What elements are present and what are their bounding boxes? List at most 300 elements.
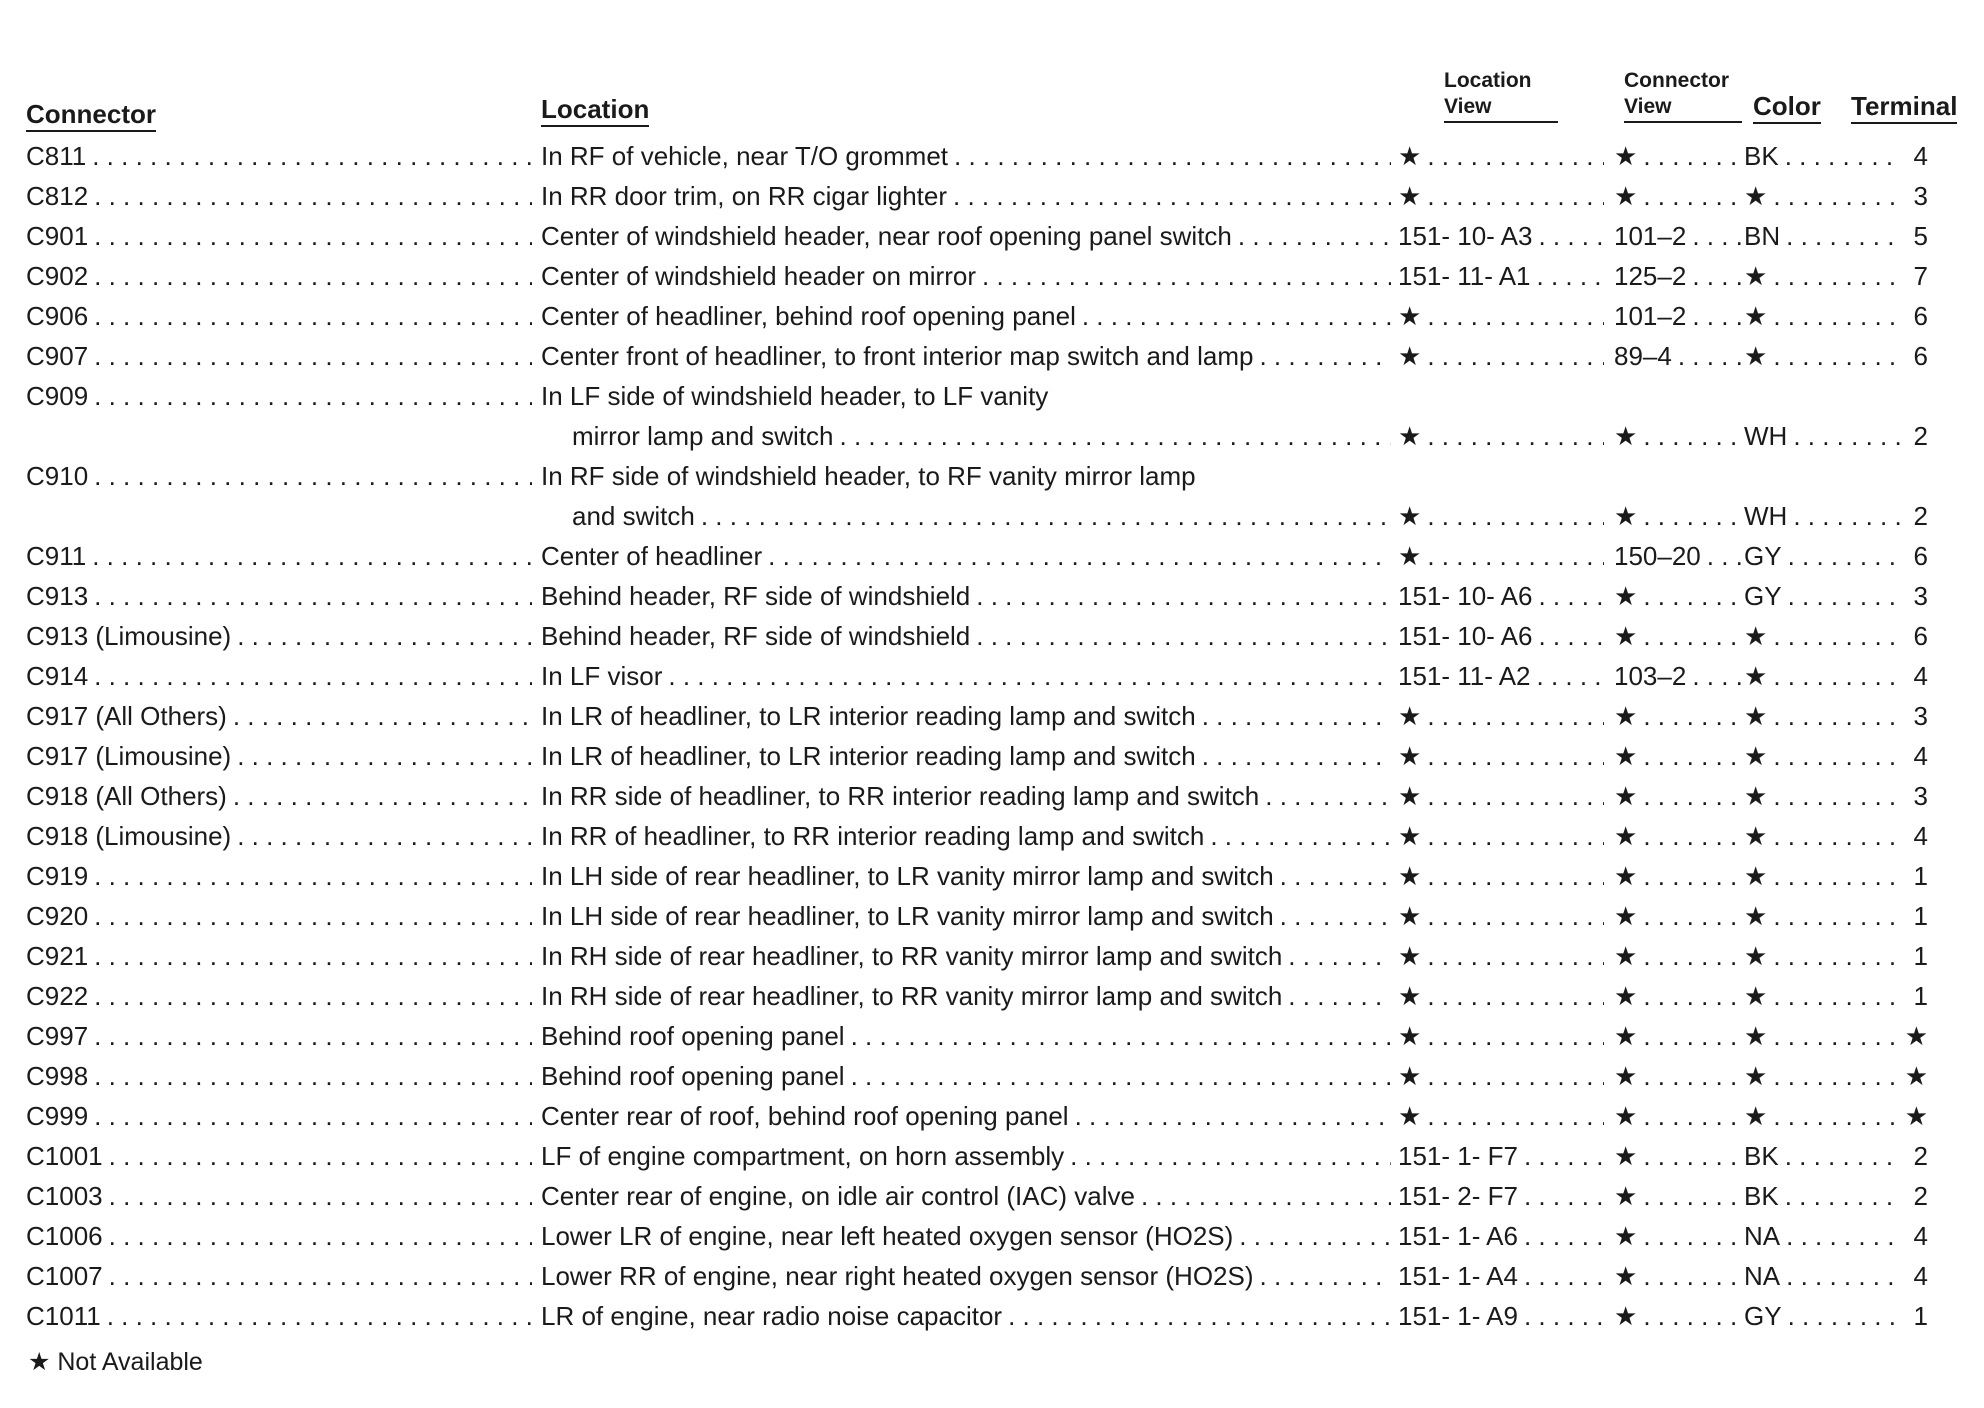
dot-leader: [92, 536, 532, 576]
terminal-cell-text: 4: [1913, 661, 1928, 691]
color-cell-text: NA: [1744, 1261, 1781, 1291]
connector-cell: [26, 1056, 538, 1096]
dot-leader: [1239, 1216, 1391, 1256]
terminal-cell: [1888, 1136, 1928, 1176]
connector-cell: [26, 216, 538, 256]
dot-leader: [1427, 1016, 1604, 1056]
dot-leader: [1427, 136, 1604, 176]
dot-leader: [1427, 736, 1604, 776]
location-cell: [541, 296, 1397, 336]
connector-cell-text: C920: [26, 901, 89, 931]
location-cell-text: Behind roof opening panel: [541, 1021, 845, 1051]
color-cell: [1744, 1136, 1900, 1176]
connector-view-cell: [1614, 736, 1744, 776]
dot-leader: [1773, 1056, 1900, 1096]
terminal-cell-text: 6: [1913, 541, 1928, 571]
location-cell-text: LF of engine compartment, on horn assembly: [541, 1141, 1065, 1171]
dot-leader: [1524, 1176, 1604, 1216]
dot-leader: [94, 576, 532, 616]
location-cell: [541, 1256, 1397, 1296]
location-view-cell-text: 151- 10- A3: [1398, 221, 1533, 251]
color-cell: [1744, 296, 1900, 336]
color-cell-text: ★: [1744, 981, 1768, 1011]
location-view-cell: [1398, 536, 1604, 576]
connector-cell: [26, 616, 538, 656]
color-cell: [1744, 1056, 1900, 1096]
connector-view-cell-text: ★: [1614, 141, 1638, 171]
location-view-cell: [1398, 976, 1604, 1016]
location-cell-text: In LF side of windshield header, to LF vanity: [541, 381, 1049, 411]
dot-leader: [1643, 416, 1744, 456]
dot-leader: [1643, 816, 1744, 856]
connector-view-cell-text: ★: [1614, 1021, 1638, 1051]
color-cell: [1744, 1096, 1900, 1136]
color-cell: [1744, 136, 1900, 176]
color-cell-text: ★: [1744, 261, 1768, 291]
table-row: [0, 616, 1984, 656]
terminal-cell-text: 3: [1913, 701, 1928, 731]
terminal-cell: [1888, 416, 1928, 456]
dot-leader: [1773, 176, 1900, 216]
dot-leader: [94, 656, 532, 696]
dot-leader: [851, 1016, 1391, 1056]
terminal-cell: [1888, 936, 1928, 976]
location-view-cell: [1398, 856, 1604, 896]
connector-cell: [26, 736, 538, 776]
dot-leader: [840, 416, 1391, 456]
connector-cell: [26, 176, 538, 216]
location-view-cell: [1398, 936, 1604, 976]
color-cell-text: BN: [1744, 221, 1781, 251]
connector-cell: [26, 976, 538, 1016]
location-cell: [541, 216, 1397, 256]
dot-leader: [1524, 1296, 1604, 1336]
location-view-cell: [1398, 296, 1604, 336]
color-cell-text: BK: [1744, 141, 1779, 171]
location-view-cell-text: ★: [1398, 1061, 1422, 1091]
dot-leader: [107, 1296, 532, 1336]
location-view-cell: [1398, 656, 1604, 696]
color-cell-text: NA: [1744, 1221, 1781, 1251]
location-view-cell: [1398, 336, 1604, 376]
dot-leader: [237, 736, 532, 776]
location-view-cell: [1398, 1056, 1604, 1096]
connector-view-cell-text: ★: [1614, 941, 1638, 971]
table-row: [0, 296, 1984, 336]
location-view-cell-text: 151- 2- F7: [1398, 1181, 1518, 1211]
dot-leader: [1070, 1136, 1391, 1176]
color-cell: [1744, 856, 1900, 896]
location-cell: [541, 976, 1397, 1016]
terminal-cell: [1888, 296, 1928, 336]
dot-leader: [1538, 576, 1604, 616]
dot-leader: [94, 1096, 532, 1136]
color-cell-text: ★: [1744, 861, 1768, 891]
location-view-cell: [1398, 1216, 1604, 1256]
location-view-cell: [1398, 1256, 1604, 1296]
dot-leader: [701, 496, 1391, 536]
terminal-cell: [1888, 576, 1928, 616]
table-row: [0, 256, 1984, 296]
location-cell-text: In RF of vehicle, near T/O grommet: [541, 141, 948, 171]
table-row: [0, 376, 1984, 416]
connector-cell: [26, 296, 538, 336]
terminal-cell-text: ★: [1904, 1101, 1928, 1131]
connector-view-cell-text: ★: [1614, 981, 1638, 1011]
connector-view-cell-text: ★: [1614, 581, 1638, 611]
location-view-cell-text: ★: [1398, 141, 1422, 171]
terminal-cell: [1888, 776, 1928, 816]
table-row: [0, 576, 1984, 616]
connector-view-cell: [1614, 896, 1744, 936]
location-cell: [541, 896, 1397, 936]
dot-leader: [1788, 536, 1900, 576]
location-cell-text: In LH side of rear headliner, to LR vanity mirror lamp and switch: [541, 861, 1274, 891]
terminal-cell-text: 4: [1913, 821, 1928, 851]
header-location: Location: [541, 94, 649, 127]
table-row: [0, 536, 1984, 576]
location-cell-text: Center rear of engine, on idle air control (IAC) valve: [541, 1181, 1135, 1211]
location-cell: [541, 936, 1397, 976]
location-cell: [541, 176, 1397, 216]
connector-cell-text: C918 (Limousine): [26, 821, 232, 851]
dot-leader: [1773, 896, 1900, 936]
dot-leader: [1427, 176, 1604, 216]
color-cell-text: ★: [1744, 901, 1768, 931]
dot-leader: [94, 896, 532, 936]
terminal-cell: [1888, 496, 1928, 536]
connector-cell: [26, 896, 538, 936]
connector-cell-text: C914: [26, 661, 89, 691]
location-cell-text: In LF visor: [541, 661, 663, 691]
connector-cell-text: C999: [26, 1101, 89, 1131]
dot-leader: [109, 1176, 532, 1216]
table-row: [0, 1016, 1984, 1056]
location-view-cell-text: 151- 11- A1: [1398, 261, 1531, 291]
dot-leader: [976, 576, 1391, 616]
location-view-cell-text: ★: [1398, 821, 1422, 851]
dot-leader: [1692, 296, 1744, 336]
dot-leader: [1643, 136, 1744, 176]
location-cell-continuation: [572, 496, 1397, 536]
location-view-cell: [1398, 1176, 1604, 1216]
location-view-cell: [1398, 176, 1604, 216]
terminal-cell-text: 1: [1913, 1301, 1928, 1331]
location-cell: [541, 1216, 1397, 1256]
location-cell-text: In LR of headliner, to LR interior reading lamp and switch: [541, 741, 1196, 771]
location-view-cell: [1398, 496, 1604, 536]
connector-view-cell-text: ★: [1614, 621, 1638, 651]
connector-view-cell-text: 125–2: [1614, 261, 1687, 291]
dot-leader: [1427, 976, 1604, 1016]
connector-view-cell: [1614, 336, 1744, 376]
connector-view-cell-text: ★: [1614, 1181, 1638, 1211]
dot-leader: [1643, 1136, 1744, 1176]
color-cell: [1744, 736, 1900, 776]
dot-leader: [1773, 296, 1900, 336]
color-cell: [1744, 536, 1900, 576]
terminal-cell-text: 7: [1913, 261, 1928, 291]
location-cell-text: Center of windshield header, near roof opening panel switch: [541, 221, 1232, 251]
color-cell: [1744, 776, 1900, 816]
dot-leader: [851, 1056, 1391, 1096]
terminal-cell: [1888, 216, 1928, 256]
terminal-cell-text: 4: [1913, 1261, 1928, 1291]
terminal-cell: [1888, 256, 1928, 296]
connector-view-cell-text: ★: [1614, 181, 1638, 211]
dot-leader: [1773, 256, 1900, 296]
color-cell: [1744, 976, 1900, 1016]
location-cell: [541, 696, 1397, 736]
dot-leader: [1238, 216, 1391, 256]
connector-view-cell: [1614, 776, 1744, 816]
connector-view-cell: [1614, 976, 1744, 1016]
connector-view-cell-text: 101–2: [1614, 301, 1687, 331]
color-cell-text: ★: [1744, 781, 1768, 811]
dot-leader: [1141, 1176, 1391, 1216]
connector-cell: [26, 256, 538, 296]
connector-cell: [26, 1016, 538, 1056]
terminal-cell: [1888, 1256, 1928, 1296]
table-row: [0, 656, 1984, 696]
dot-leader: [94, 936, 532, 976]
dot-leader: [94, 176, 532, 216]
color-cell-text: ★: [1744, 1061, 1768, 1091]
terminal-cell-text: 3: [1913, 781, 1928, 811]
dot-leader: [1265, 776, 1391, 816]
dot-leader: [1427, 896, 1604, 936]
dot-leader: [109, 1136, 532, 1176]
location-view-cell-text: ★: [1398, 701, 1422, 731]
terminal-cell: [1888, 856, 1928, 896]
color-cell-text: BK: [1744, 1181, 1779, 1211]
location-cell-continuation: [572, 416, 1397, 456]
color-cell: [1744, 1176, 1900, 1216]
header-connector-view: Connector View: [1624, 68, 1742, 123]
dot-leader: [1538, 616, 1604, 656]
color-cell: [1744, 896, 1900, 936]
color-cell: [1744, 576, 1900, 616]
color-cell: [1744, 816, 1900, 856]
location-view-cell-text: 151- 1- A4: [1398, 1261, 1518, 1291]
location-view-cell-text: ★: [1398, 301, 1422, 331]
dot-leader: [1280, 896, 1391, 936]
location-view-cell-text: ★: [1398, 1101, 1422, 1131]
dot-leader: [1788, 1296, 1900, 1336]
terminal-cell: [1888, 536, 1928, 576]
terminal-cell-text: 1: [1913, 941, 1928, 971]
connector-view-cell: [1614, 1096, 1744, 1136]
connector-cell: [26, 376, 538, 416]
connector-cell: [26, 856, 538, 896]
color-cell: [1744, 336, 1900, 376]
dot-leader: [1785, 1136, 1900, 1176]
connector-view-cell-text: ★: [1614, 1101, 1638, 1131]
terminal-cell: [1888, 696, 1928, 736]
terminal-cell-text: ★: [1904, 1061, 1928, 1091]
terminal-cell-text: 3: [1913, 181, 1928, 211]
connector-cell-text: C1003: [26, 1181, 103, 1211]
dot-leader: [1075, 1096, 1391, 1136]
dot-leader: [94, 376, 532, 416]
location-cell: [541, 776, 1397, 816]
dot-leader: [1427, 296, 1604, 336]
dot-leader: [1427, 496, 1604, 536]
connector-view-cell: [1614, 856, 1744, 896]
connector-cell-text: C1011: [26, 1301, 101, 1331]
connector-cell: [26, 456, 538, 496]
location-cell-text: Behind header, RF side of windshield: [541, 621, 971, 651]
dot-leader: [1773, 976, 1900, 1016]
location-cell: [541, 1296, 1397, 1336]
location-cell-text: Behind header, RF side of windshield: [541, 581, 971, 611]
dot-leader: [1643, 576, 1744, 616]
dot-leader: [233, 696, 532, 736]
header-connector: Connector: [26, 99, 156, 132]
color-cell-text: ★: [1744, 301, 1768, 331]
location-cell: [541, 576, 1397, 616]
dot-leader: [1427, 776, 1604, 816]
dot-leader: [1786, 1256, 1900, 1296]
color-cell-text: WH: [1744, 421, 1788, 451]
table-row: [0, 176, 1984, 216]
terminal-cell: [1888, 816, 1928, 856]
location-view-cell-text: ★: [1398, 981, 1422, 1011]
connector-view-cell: [1614, 1016, 1744, 1056]
terminal-cell-text: ★: [1904, 1021, 1928, 1051]
terminal-cell-text: 1: [1913, 981, 1928, 1011]
location-cell-text: In LR of headliner, to LR interior reading lamp and switch: [541, 701, 1196, 731]
color-cell-text: ★: [1744, 821, 1768, 851]
location-cell-text: LR of engine, near radio noise capacitor: [541, 1301, 1003, 1331]
terminal-cell: [1888, 656, 1928, 696]
location-view-cell-text: ★: [1398, 781, 1422, 811]
dot-leader: [1643, 776, 1744, 816]
color-cell: [1744, 256, 1900, 296]
location-cell-continuation-text: and switch: [572, 501, 695, 531]
connector-view-cell-text: ★: [1614, 1061, 1638, 1091]
location-view-cell-text: 151- 11- A2: [1398, 661, 1531, 691]
dot-leader: [976, 616, 1391, 656]
dot-leader: [1692, 256, 1744, 296]
table-row: [0, 896, 1984, 936]
terminal-cell-text: 2: [1913, 421, 1928, 451]
connector-view-cell-text: ★: [1614, 901, 1638, 931]
color-cell: [1744, 696, 1900, 736]
connector-view-cell-text: ★: [1614, 781, 1638, 811]
location-view-cell-text: 151- 10- A6: [1398, 621, 1533, 651]
dot-leader: [1537, 256, 1604, 296]
dot-leader: [1773, 736, 1900, 776]
connector-view-cell: [1614, 416, 1744, 456]
terminal-cell-text: 2: [1913, 501, 1928, 531]
location-cell: [541, 456, 1397, 496]
dot-leader: [94, 456, 532, 496]
color-cell-text: WH: [1744, 501, 1788, 531]
location-view-cell: [1398, 816, 1604, 856]
connector-cell-text: C998: [26, 1061, 89, 1091]
connector-view-cell: [1614, 496, 1744, 536]
dot-leader: [1773, 1016, 1900, 1056]
connector-view-cell-text: ★: [1614, 421, 1638, 451]
terminal-cell: [1888, 1176, 1928, 1216]
dot-leader: [1643, 1296, 1744, 1336]
connector-view-cell: [1614, 1176, 1744, 1216]
header-color: Color: [1753, 91, 1821, 124]
terminal-cell-text: 6: [1913, 621, 1928, 651]
dot-leader: [1202, 736, 1391, 776]
connector-cell-text: C913 (Limousine): [26, 621, 232, 651]
dot-leader: [94, 976, 532, 1016]
connector-cell-text: C917 (All Others): [26, 701, 227, 731]
table-row: [0, 1256, 1984, 1296]
connector-cell: [26, 136, 538, 176]
terminal-cell-text: 6: [1913, 341, 1928, 371]
dot-leader: [1786, 216, 1900, 256]
connector-view-cell-text: ★: [1614, 1141, 1638, 1171]
dot-leader: [953, 176, 1391, 216]
terminal-cell: [1888, 976, 1928, 1016]
connector-cell-text: C917 (Limousine): [26, 741, 232, 771]
dot-leader: [1773, 776, 1900, 816]
color-cell: [1744, 416, 1900, 456]
connector-view-cell: [1614, 816, 1744, 856]
location-view-cell-text: ★: [1398, 501, 1422, 531]
dot-leader: [94, 216, 532, 256]
terminal-cell-text: 3: [1913, 581, 1928, 611]
dot-leader: [1008, 1296, 1391, 1336]
dot-leader: [1643, 1256, 1744, 1296]
connector-cell-text: C1006: [26, 1221, 103, 1251]
connector-view-cell: [1614, 1136, 1744, 1176]
connector-cell-text: C906: [26, 301, 89, 331]
dot-leader: [1427, 816, 1604, 856]
dot-leader: [1773, 816, 1900, 856]
color-cell: [1744, 496, 1900, 536]
terminal-cell-text: 6: [1913, 301, 1928, 331]
connector-view-cell-text: ★: [1614, 861, 1638, 891]
dot-leader: [1773, 336, 1900, 376]
connector-cell-text: C1007: [26, 1261, 103, 1291]
connector-cell-text: C921: [26, 941, 89, 971]
location-cell: [541, 256, 1397, 296]
connector-cell-text: C902: [26, 261, 89, 291]
location-view-cell-text: 151- 1- A9: [1398, 1301, 1518, 1331]
location-cell-text: In RR side of headliner, to RR interior reading lamp and switch: [541, 781, 1260, 811]
location-view-cell: [1398, 616, 1604, 656]
location-cell: [541, 736, 1397, 776]
location-cell: [541, 1136, 1397, 1176]
connector-view-cell-text: ★: [1614, 701, 1638, 731]
location-view-cell: [1398, 1296, 1604, 1336]
location-cell: [541, 1016, 1397, 1056]
terminal-cell-text: 4: [1913, 1221, 1928, 1251]
table-row: [0, 456, 1984, 496]
dot-leader: [1643, 936, 1744, 976]
connector-view-cell: [1614, 1216, 1744, 1256]
dot-leader: [233, 776, 532, 816]
connector-view-cell-text: ★: [1614, 1301, 1638, 1331]
location-cell-text: In RH side of rear headliner, to RR vanity mirror lamp and switch: [541, 981, 1283, 1011]
connector-cell-text: C901: [26, 221, 89, 251]
connector-view-cell: [1614, 256, 1744, 296]
connector-view-cell-text: ★: [1614, 501, 1638, 531]
connector-view-cell: [1614, 1296, 1744, 1336]
terminal-cell: [1888, 1096, 1928, 1136]
location-view-cell: [1398, 216, 1604, 256]
color-cell: [1744, 656, 1900, 696]
color-cell-text: ★: [1744, 661, 1768, 691]
